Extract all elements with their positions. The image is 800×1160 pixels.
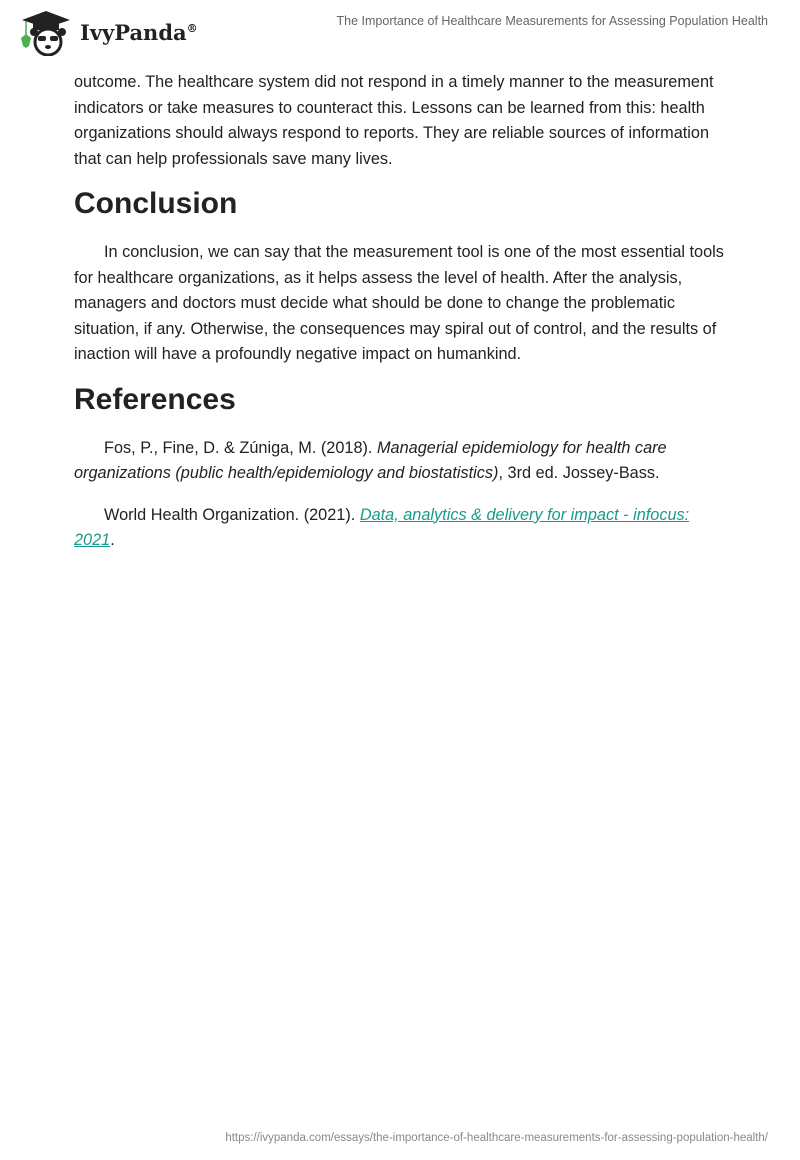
reference-link[interactable]: Data, analytics & delivery for impact - infocus: 2021: [74, 505, 690, 549]
ivypanda-logo[interactable]: [18, 8, 198, 56]
conclusion-heading: Conclusion: [74, 187, 238, 220]
intro-paragraph: outcome. The healthcare system did not respond in a timely manner to the measurement indicators or take measures to counteract this. Lessons can be learned from this: health organizations should always respond to reports. They are reliable sources of information that can help professionals save many lives.: [74, 73, 714, 168]
references-heading: References: [74, 382, 236, 416]
source-url[interactable]: https://ivypanda.com/essays/the-importance-of-healthcare-measurements-for-assessing-population-health/: [225, 1132, 768, 1144]
reference-item: [74, 503, 730, 554]
logo-name: IvyPanda: [80, 19, 187, 45]
reference-item: [74, 436, 730, 487]
reference-title: Managerial epidemiology for health care organizations (public health/epidemiology and biostatistics): [74, 438, 667, 482]
document-title: The Importance of Healthcare Measurements for Assessing Population Health: [336, 14, 768, 28]
reference-authors: World Health Organization. (2021).: [104, 505, 360, 524]
reference-authors: Fos, P., Fine, D. & Zúniga, M. (2018).: [104, 438, 377, 457]
logo-text: [80, 20, 198, 45]
essay-content: [74, 70, 730, 570]
conclusion-paragraph: In conclusion, we can say that the measurement tool is one of the most essential tools for healthcare organizations, as it helps assess the level of health. After the analysis, managers and doctors must decide what should be done to change the problematic situation, if any. Otherwise, the consequences may spiral out of control, and the results of inaction will have a profoundly negative impact on humankind.: [74, 243, 724, 363]
reference-suffix: .: [110, 531, 115, 549]
registered-mark: ®: [186, 21, 198, 35]
reference-publisher: , 3rd ed. Jossey-Bass.: [498, 464, 660, 482]
panda-graduate-icon: [18, 8, 74, 56]
